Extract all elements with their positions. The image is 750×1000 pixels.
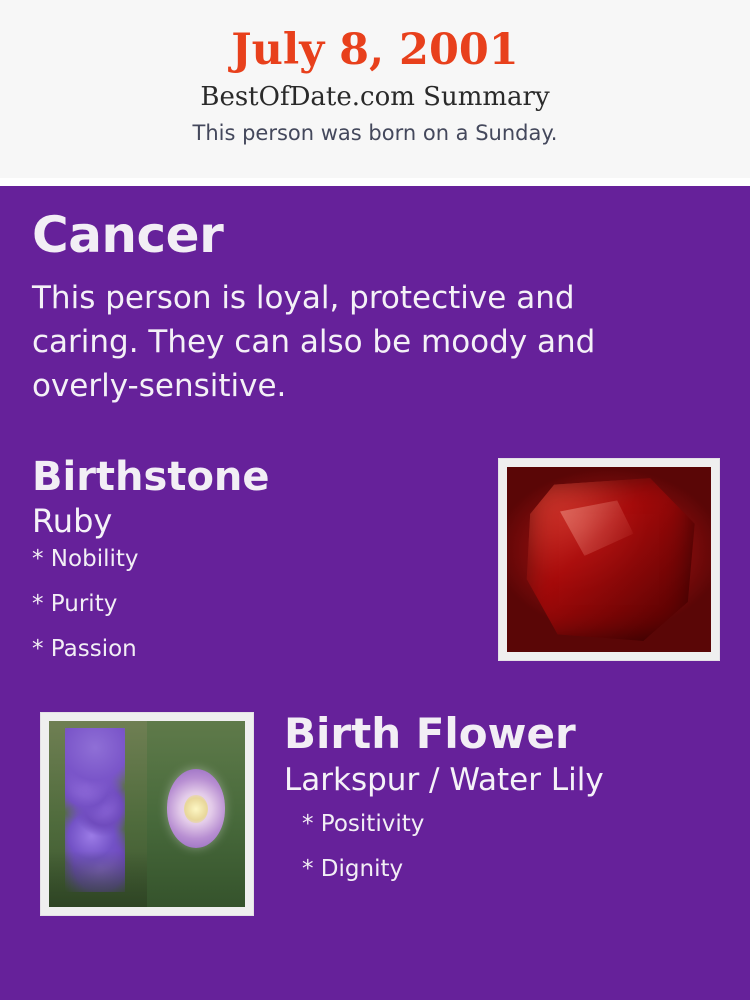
birth-flower-section — [32, 709, 720, 922]
main-panel — [0, 186, 750, 1000]
ruby-image — [507, 467, 711, 652]
larkspur-image — [49, 721, 147, 907]
birth-flower-trait: * Positivity — [302, 811, 425, 838]
birth-flower-photo — [40, 712, 254, 916]
birthstone-trait: * Passion — [32, 636, 137, 663]
flower-image-pair — [49, 721, 245, 907]
birthstone-title: Birthstone — [32, 454, 270, 501]
birthstone-photo — [498, 458, 720, 661]
birth-flower-trait: * Dignity — [302, 856, 404, 883]
water-lily-image — [147, 721, 245, 907]
birth-flower-name: Larkspur / Water Lily — [284, 762, 604, 799]
page-header — [0, 0, 750, 178]
born-day-note: This person was born on a Sunday. — [192, 121, 558, 146]
birthstone-trait: * Nobility — [32, 546, 139, 573]
birthstone-trait: * Purity — [32, 591, 118, 618]
birth-flower-text — [284, 709, 720, 883]
page-title: July 8, 2001 — [231, 25, 519, 75]
bottom-bar — [0, 992, 750, 1000]
site-summary-label: BestOfDate.com Summary — [200, 82, 550, 113]
zodiac-description: This person is loyal, protective and caring. They can also be moody and overly-sensitive. — [32, 280, 596, 405]
zodiac-sign-title: Cancer — [32, 206, 224, 264]
birth-flower-title: Birth Flower — [284, 709, 576, 759]
birthstone-section — [32, 456, 720, 686]
header-divider — [0, 178, 750, 186]
birthstone-name: Ruby — [32, 502, 113, 541]
